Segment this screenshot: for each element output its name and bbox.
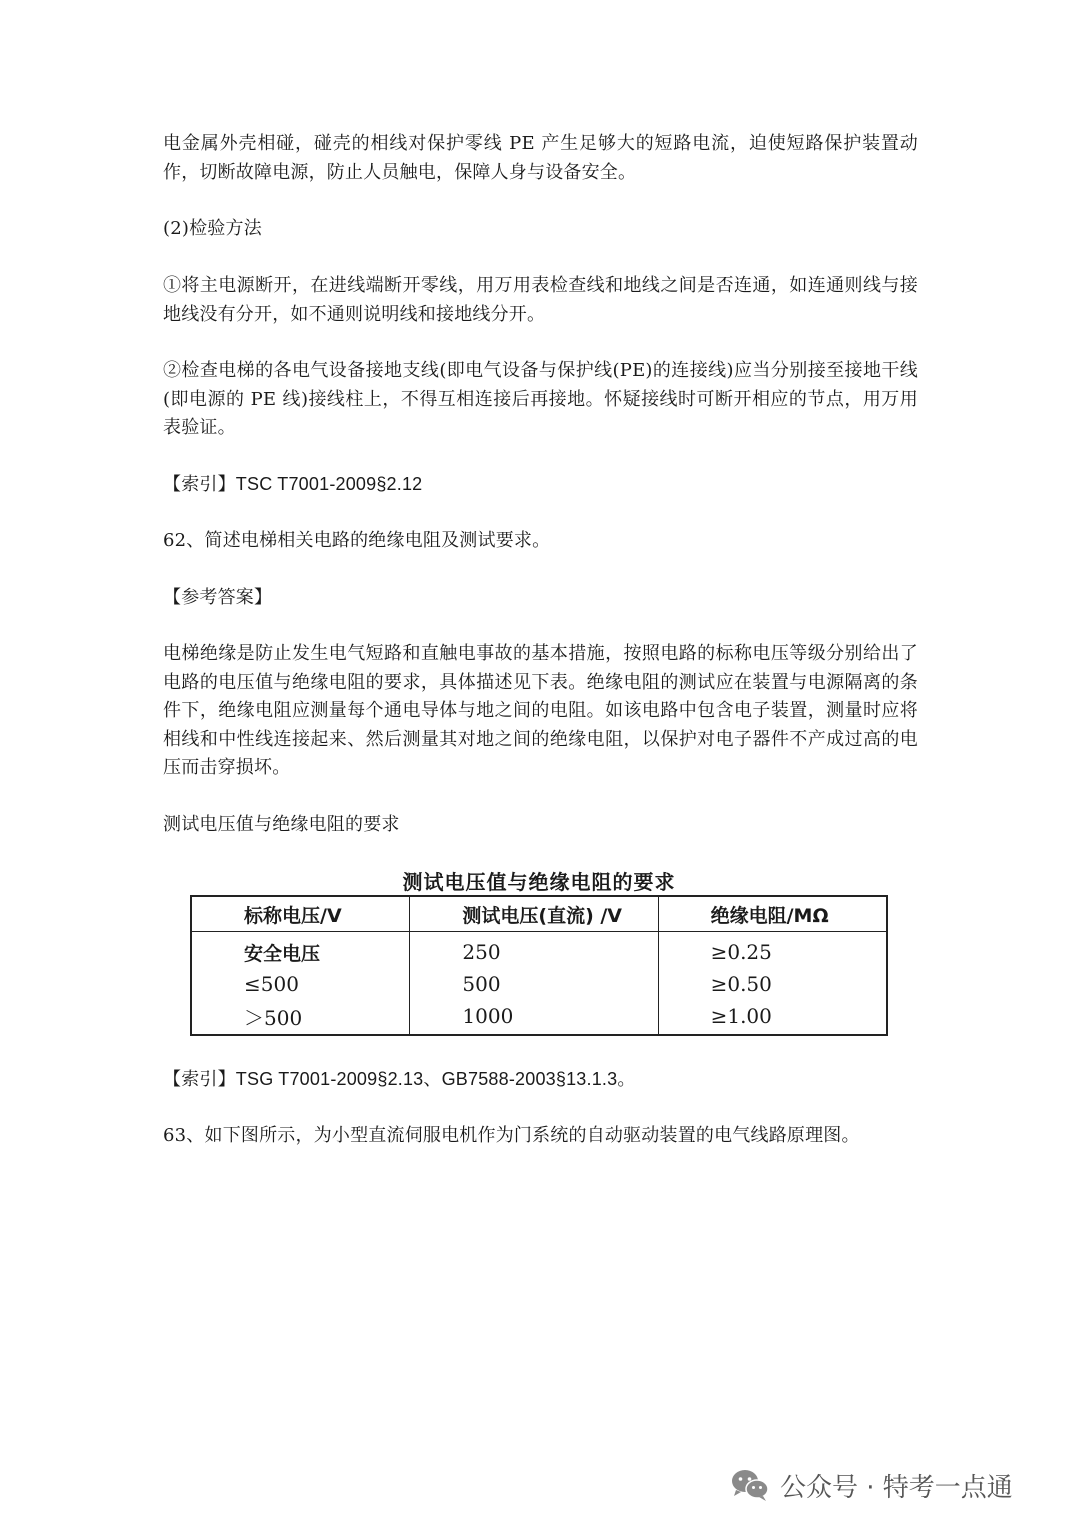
cell-nominal-voltage: ＞500: [191, 1000, 410, 1035]
reference-index-2: 【索引】TSG T7001-2009§2.13、GB7588-2003§13.1.3。: [163, 1069, 636, 1089]
cell-nominal-voltage: ≤500: [191, 968, 410, 1000]
table-caption: 测试电压值与绝缘电阻的要求: [163, 814, 400, 835]
cell-test-voltage: 1000: [410, 1000, 658, 1035]
table-header-row: [191, 896, 887, 932]
table-row: [191, 1000, 887, 1035]
reference-answer-heading: 【参考答案】: [163, 587, 273, 608]
table-row: [191, 932, 887, 969]
wechat-account-watermark: [730, 1465, 1013, 1505]
paragraph-step-2: ②检查电梯的各电气设备接地支线(即电气设备与保护线(PE)的连接线)应当分别接至接地干线(即电源的 PE 线)接线柱上，不得互相连接后再接地。怀疑接线时可断开相应的节点，用万用表验证。: [163, 360, 918, 439]
header-test-voltage: 测试电压(直流) /V: [410, 896, 658, 932]
cell-insulation-resistance: ≥0.25: [658, 932, 887, 969]
cell-test-voltage: 500: [410, 968, 658, 1000]
table-row: [191, 968, 887, 1000]
cell-nominal-voltage: 安全电压: [191, 932, 410, 969]
insulation-requirements-table: [190, 895, 888, 1036]
paragraph-insulation-answer: 电梯绝缘是防止发生电气短路和直触电事故的基本措施，按照电路的标称电压等级分别给出了电路的电压值与绝缘电阻的要求，具体描述见下表。绝缘电阻的测试应在装置与电源隔离的条件下，绝缘电阻应测量每个通电导体与地之间的电阻。如该电路中包含电子装置，测量时应将相线和中性线连接起来、然后测量其对地之间的绝缘电阻，以保护对电子器件不产成过高的电压而击穿损坏。: [163, 643, 918, 779]
section-heading-inspection-method: (2)检验方法: [163, 218, 262, 239]
reference-index-1: 【索引】TSC T7001-2009§2.12: [163, 474, 423, 494]
paragraph-step-1: ①将主电源断开，在进线端断开零线，用万用表检查线和地线之间是否连通，如连通则线与接地线没有分开，如不通则说明线和接地线分开。: [163, 275, 918, 325]
cell-test-voltage: 250: [410, 932, 658, 969]
cell-insulation-resistance: ≥1.00: [658, 1000, 887, 1035]
question-62: 62、简述电梯相关电路的绝缘电阻及测试要求。: [163, 530, 551, 551]
cell-insulation-resistance: ≥0.50: [658, 968, 887, 1000]
table-title: 测试电压值与绝缘电阻的要求: [402, 870, 676, 894]
wechat-icon: [730, 1468, 770, 1502]
header-insulation-resistance: 绝缘电阻/MΩ: [658, 896, 887, 932]
header-nominal-voltage: 标称电压/V: [191, 896, 410, 932]
paragraph-protection-principle: 电金属外壳相碰，碰壳的相线对保护零线 PE 产生足够大的短路电流，迫使短路保护装置动作，切断故障电源，防止人员触电，保障人身与设备安全。: [163, 133, 918, 183]
question-63: 63、如下图所示，为小型直流伺服电机作为门系统的自动驱动装置的电气线路原理图。: [163, 1125, 860, 1146]
wechat-account-name: 公众号 · 特考一点通: [780, 1472, 1013, 1503]
